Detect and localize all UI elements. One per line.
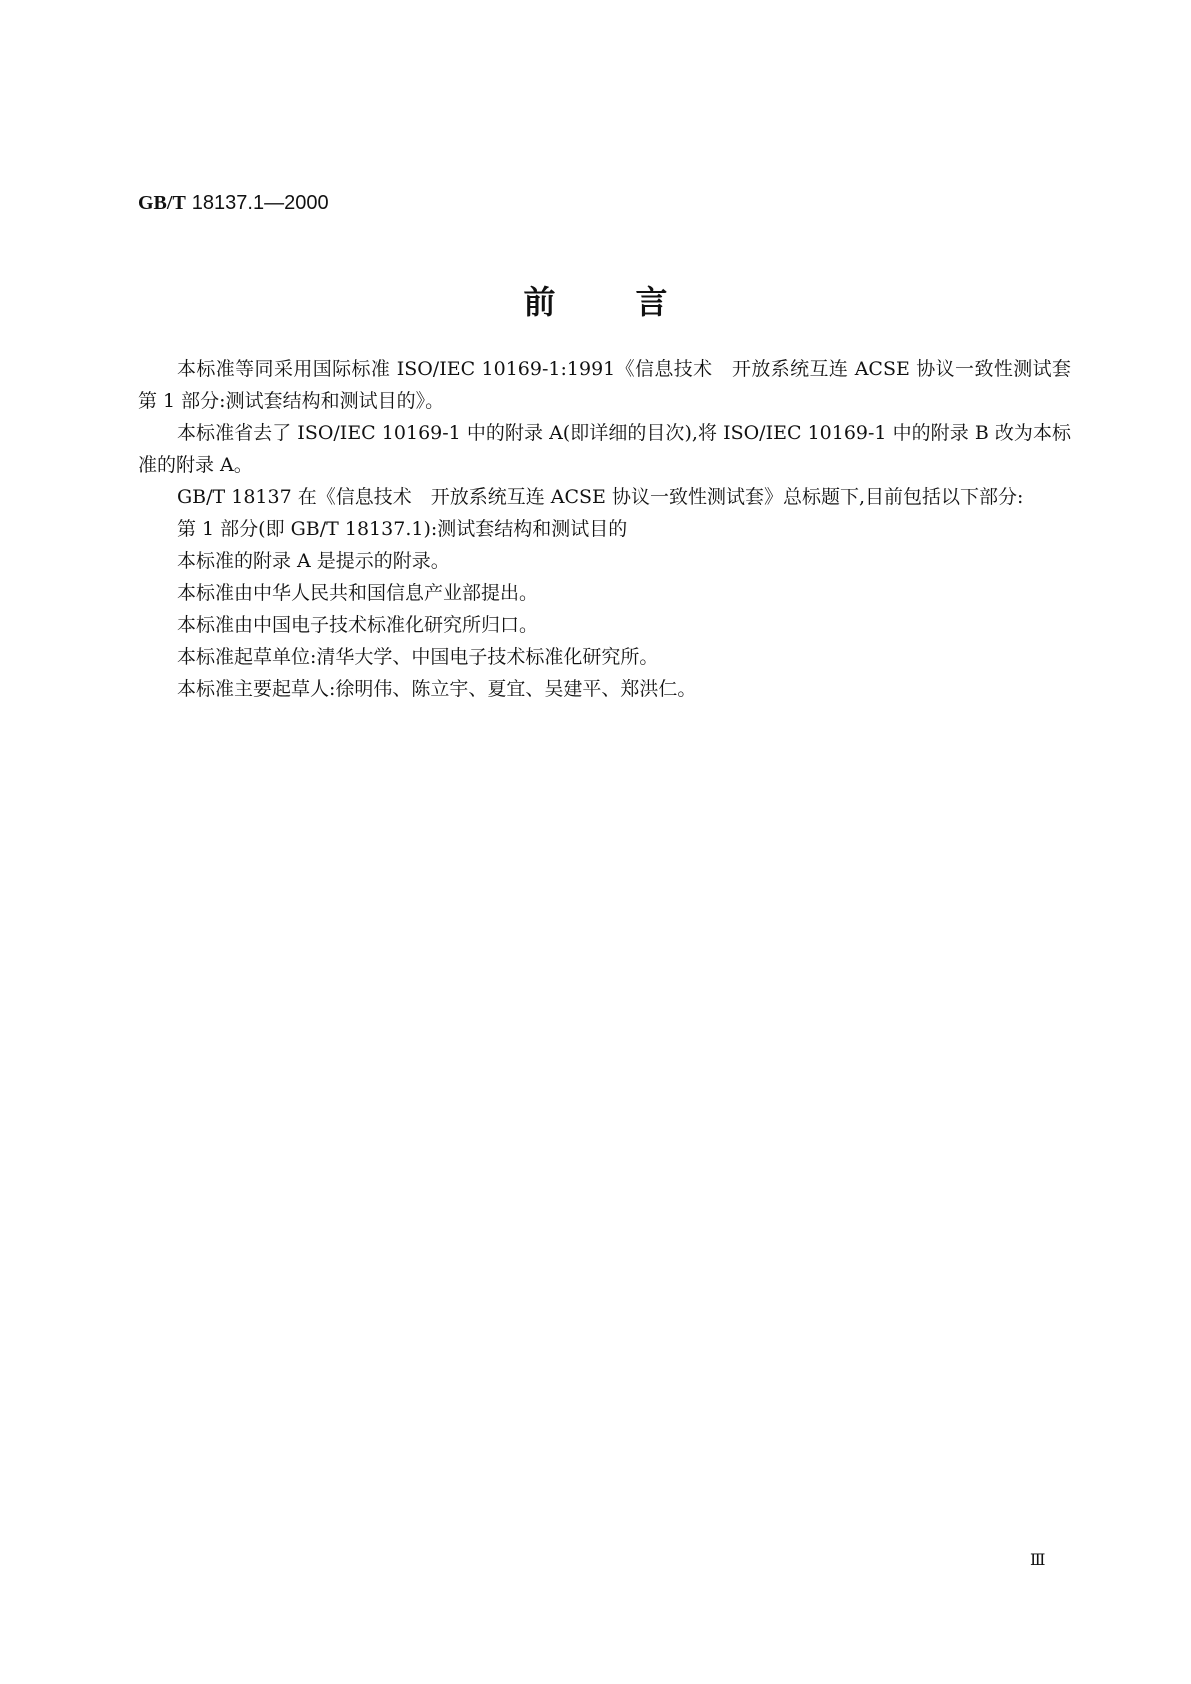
page-number: Ⅲ <box>1030 1550 1046 1569</box>
standard-prefix: GB/T <box>138 192 186 214</box>
paragraph: 本标准由中华人民共和国信息产业部提出。 <box>177 582 539 604</box>
paragraph: 本标准的附录 A 是提示的附录。 <box>177 550 450 572</box>
paragraph: 本标准省去了 ISO/IEC 10169-1 中的附录 A(即详细的目次),将 ISO/IEC 10169-1 中的附录 B 改为本标准的附录 A。 <box>138 422 1071 476</box>
paragraph: 本标准等同采用国际标准 ISO/IEC 10169-1:1991《信息技术 开放系统互连 ACSE 协议一致性测试套 第 1 部分:测试套结构和测试目的》。 <box>138 358 1091 412</box>
foreword-body <box>138 353 1091 705</box>
document-header <box>138 190 329 215</box>
paragraph: 本标准由中国电子技术标准化研究所归口。 <box>177 614 539 636</box>
paragraph: 本标准起草单位:清华大学、中国电子技术标准化研究所。 <box>177 646 659 668</box>
paragraph: GB/T 18137 在《信息技术 开放系统互连 ACSE 协议一致性测试套》总标题下,目前包括以下部分: <box>177 486 1024 508</box>
standard-number: 18137.1—2000 <box>191 192 329 214</box>
page-title: 前言 <box>523 283 748 321</box>
paragraph: 第 1 部分(即 GB/T 18137.1):测试套结构和测试目的 <box>177 518 628 540</box>
paragraph: 本标准主要起草人:徐明伟、陈立宇、夏宜、吴建平、郑洪仁。 <box>177 678 697 700</box>
